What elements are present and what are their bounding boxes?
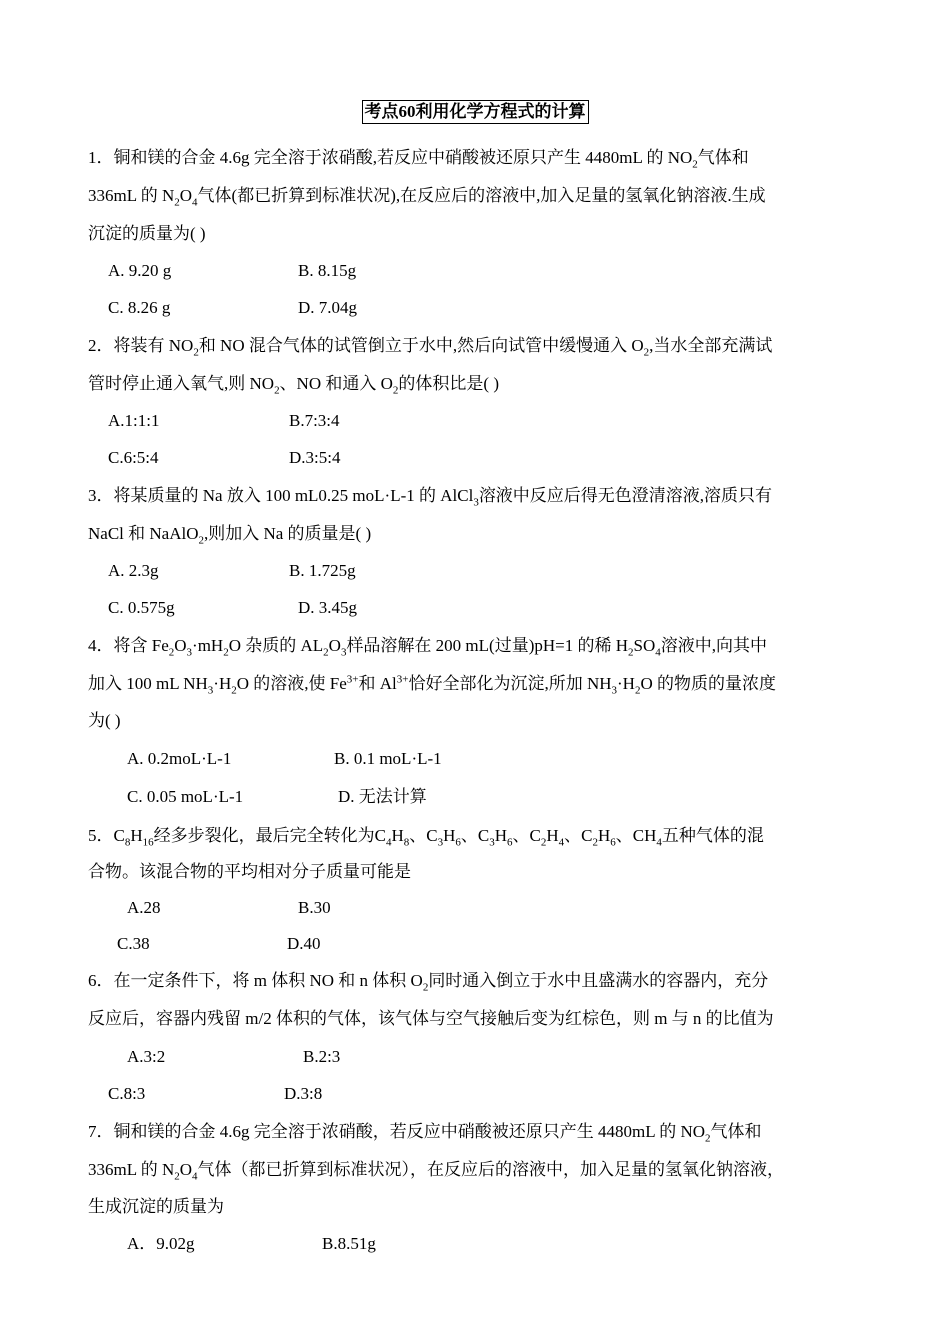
q2-option-a: A.1:1:1 [108, 411, 160, 430]
q1-line-1: 1．铜和镁的合金 4.6g 完全溶于浓硝酸,若反应中硝酸被还原只产生 4480mL 的 $NO_2$气体和 [88, 148, 749, 171]
q6-option-d: D.3:8 [284, 1084, 323, 1103]
q5-option-d: D.40 [287, 934, 321, 953]
q3-option-a: A. 2.3g [108, 561, 159, 580]
q3-line-2: NaCl 和 NaAlO$_2$,则加入 Na 的质量是( ) [88, 524, 372, 547]
q6-line-1: 6．在一定条件下，将 m 体积 NO 和 n 体积 $O_2$同时通入倒立于水中且盛满水的容器内，充分 [88, 971, 769, 994]
q2-line-1: 2．将装有 $NO_2$和 NO 混合气体的试管倒立于水中,然后向试管中缓慢通入 $O_2$,当水全部充满试 [88, 336, 773, 359]
q6-option-b: B.2:3 [303, 1047, 341, 1066]
q4-line-2: 加入 100 mL $NH_3\cdot H_2O$ 的溶液,使 $Fe^{3+}$和 $Al^{3+}$恰好全部化为沉淀,所加 $NH_3\cdot H_2O$ 的物质的量浓度 [88, 673, 776, 697]
q4-line-1: 4．将含 $Fe_2O_3\cdot mH_2O$ 杂质的 $AL_2O_3$样品溶解在 200 mL(过量)pH=1 的稀 $H_2SO_4$溶液中,向其中 [88, 636, 767, 659]
q1-line-3: 沉淀的质量为( ) [88, 224, 206, 243]
q5-line-1: 5．$C_8H_{16}$经多步裂化，最后完全转化为$C_4H_8$、$C_3H_6$、$C_3H_6$、$C_2H_4$、$C_2H_6$、$CH_4$五种气体的混 [88, 826, 764, 849]
q5-option-c: C.38 [117, 934, 150, 953]
page-title [0, 100, 950, 124]
q1-option-d: D. 7.04g [298, 298, 358, 317]
title-box: 考点60利用化学方程式的计算 [362, 100, 589, 124]
q1-line-2: 336mL 的 $N_2O_4$气体(都已折算到标准状况),在反应后的溶液中,加入足量的氢氧化钠溶液.生成 [88, 186, 766, 209]
q3-option-b: B. 1.725g [289, 561, 356, 580]
q7-line-2: 336mL 的 $N_2O_4$气体（都已折算到标准状况），在反应后的溶液中，加入足量的氢氧化钠溶液， [88, 1160, 785, 1183]
q2-option-c: C.6:5:4 [108, 448, 159, 467]
q1-option-c: C. 8.26 g [108, 298, 171, 317]
q3-line-1: 3．将某质量的 Na 放入 100 mL0.25 moL·L-1 的 AlCl$_3$溶液中反应后得无色澄清溶液,溶质只有 [88, 486, 773, 509]
q3-option-d: D. 3.45g [298, 598, 358, 617]
q2-option-b: B.7:3:4 [289, 411, 340, 430]
q7-option-a: A．9.02g [127, 1234, 195, 1253]
q7-line-3: 生成沉淀的质量为 [88, 1197, 224, 1216]
q5-option-a: A.28 [127, 898, 161, 917]
q6-option-c: C.8:3 [108, 1084, 146, 1103]
q4-option-b: B. 0.1 moL·L-1 [334, 749, 442, 768]
q1-option-b: B. 8.15g [298, 261, 357, 280]
q4-line-3: 为( ) [88, 711, 121, 730]
q6-option-a: A.3:2 [127, 1047, 166, 1066]
q4-option-d: D. 无法计算 [338, 787, 427, 806]
q7-option-b: B.8.51g [322, 1234, 376, 1253]
q7-line-1: 7．铜和镁的合金 4.6g 完全溶于浓硝酸，若反应中硝酸被还原只产生 4480mL 的 $NO_2$气体和 [88, 1122, 762, 1145]
q3-option-c: C. 0.575g [108, 598, 175, 617]
q1-option-a: A. 9.20 g [108, 261, 172, 280]
q5-line-2: 合物。该混合物的平均相对分子质量可能是 [88, 862, 411, 881]
q5-option-b: B.30 [298, 898, 331, 917]
q4-option-a: A. 0.2moL·L-1 [127, 749, 232, 768]
q6-line-2: 反应后，容器内残留 m/2 体积的气体，该气体与空气接触后变为红棕色，则 m 与 n 的比值为 [88, 1009, 774, 1028]
q2-option-d: D.3:5:4 [289, 448, 341, 467]
q4-option-c: C. 0.05 moL·L-1 [127, 787, 244, 806]
q2-line-2: 管时停止通入氧气,则 $NO_2$、NO 和通入 $O_2$的体积比是( ) [88, 374, 499, 397]
